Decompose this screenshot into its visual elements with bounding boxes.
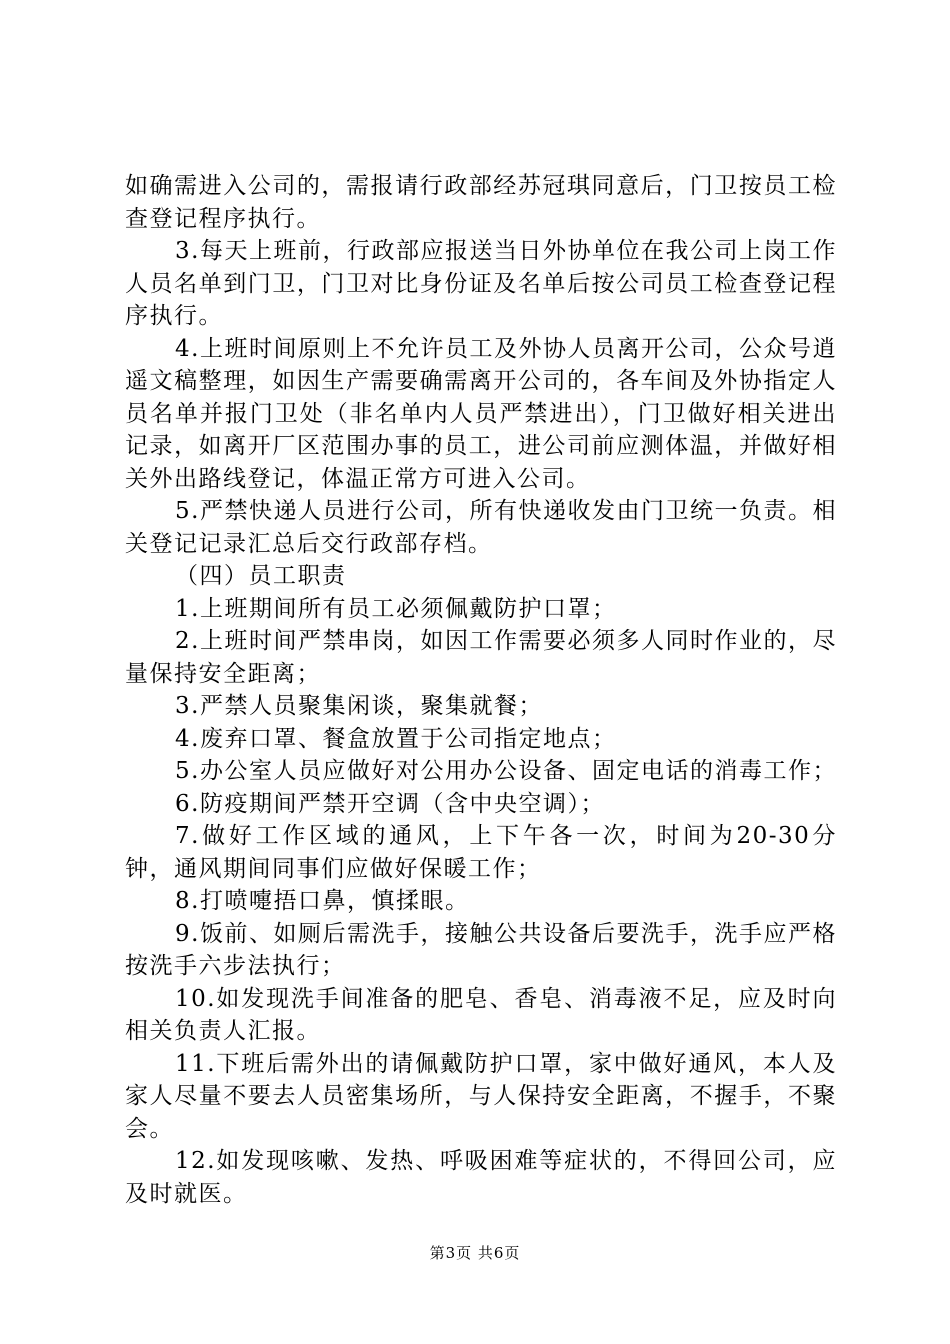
paragraph: 5.办公室人员应做好对公用办公设备、固定电话的消毒工作； bbox=[175, 758, 837, 784]
paragraph: 5.严禁快递人员进行公司，所有快递收发由门卫统一负责。相关登记记录汇总后交行政部存档。 bbox=[125, 498, 837, 557]
paragraph: 3.每天上班前，行政部应报送当日外协单位在我公司上岗工作人员名单到门卫，门卫对比身份证及名单后按公司员工检查登记程序执行。 bbox=[125, 238, 837, 329]
paragraph: 4.上班时间原则上不允许员工及外协人员离开公司，公众号逍遥文稿整理，如因生产需要确需离开公司的，各车间及外协指定人员名单并报门卫处（非名单内人员严禁进出），门卫做好相关进出记录，如离开厂区范围办事的员工，进公司前应测体温，并做好相关外出路线登记，体温正常方可进入公司。 bbox=[125, 335, 837, 492]
paragraph: 11.下班后需外出的请佩戴防护口罩，家中做好通风，本人及家人尽量不要去人员密集场所，与人保持安全距离，不握手，不聚会。 bbox=[125, 1050, 837, 1142]
paragraph: 2.上班时间严禁串岗，如因工作需要必须多人同时作业的，尽量保持安全距离； bbox=[125, 628, 837, 687]
paragraph: 1.上班期间所有员工必须佩戴防护口罩； bbox=[175, 595, 617, 622]
paragraph: 4.废弃口罩、餐盒放置于公司指定地点； bbox=[175, 725, 617, 752]
page-number-footer: 第3页 共6页 bbox=[429, 1244, 521, 1262]
paragraph: 12.如发现咳嗽、发热、呼吸困难等症状的，不得回公司，应及时就医。 bbox=[125, 1148, 837, 1207]
paragraph: 10.如发现洗手间准备的肥皂、香皂、消毒液不足，应及时向相关负责人汇报。 bbox=[125, 985, 837, 1044]
paragraph: （四）员工职责 bbox=[175, 563, 347, 589]
paragraph: 如确需进入公司的，需报请行政部经苏冠琪同意后，门卫按员工检查登记程序执行。 bbox=[125, 173, 837, 232]
paragraph: 8.打喷嚏捂口鼻，慎揉眼。 bbox=[175, 888, 470, 914]
paragraph: 7.做好工作区域的通风，上下午各一次，时间为20-30分钟，通风期间同事们应做好保暖工作； bbox=[125, 823, 837, 882]
document-body bbox=[125, 170, 837, 1210]
paragraph: 9.饭前、如厕后需洗手，接触公共设备后要洗手，洗手应严格按洗手六步法执行； bbox=[125, 920, 837, 979]
paragraph: 6.防疫期间严禁开空调（含中央空调）； bbox=[175, 790, 605, 817]
paragraph: 3.严禁人员聚集闲谈，聚集就餐； bbox=[175, 693, 543, 719]
